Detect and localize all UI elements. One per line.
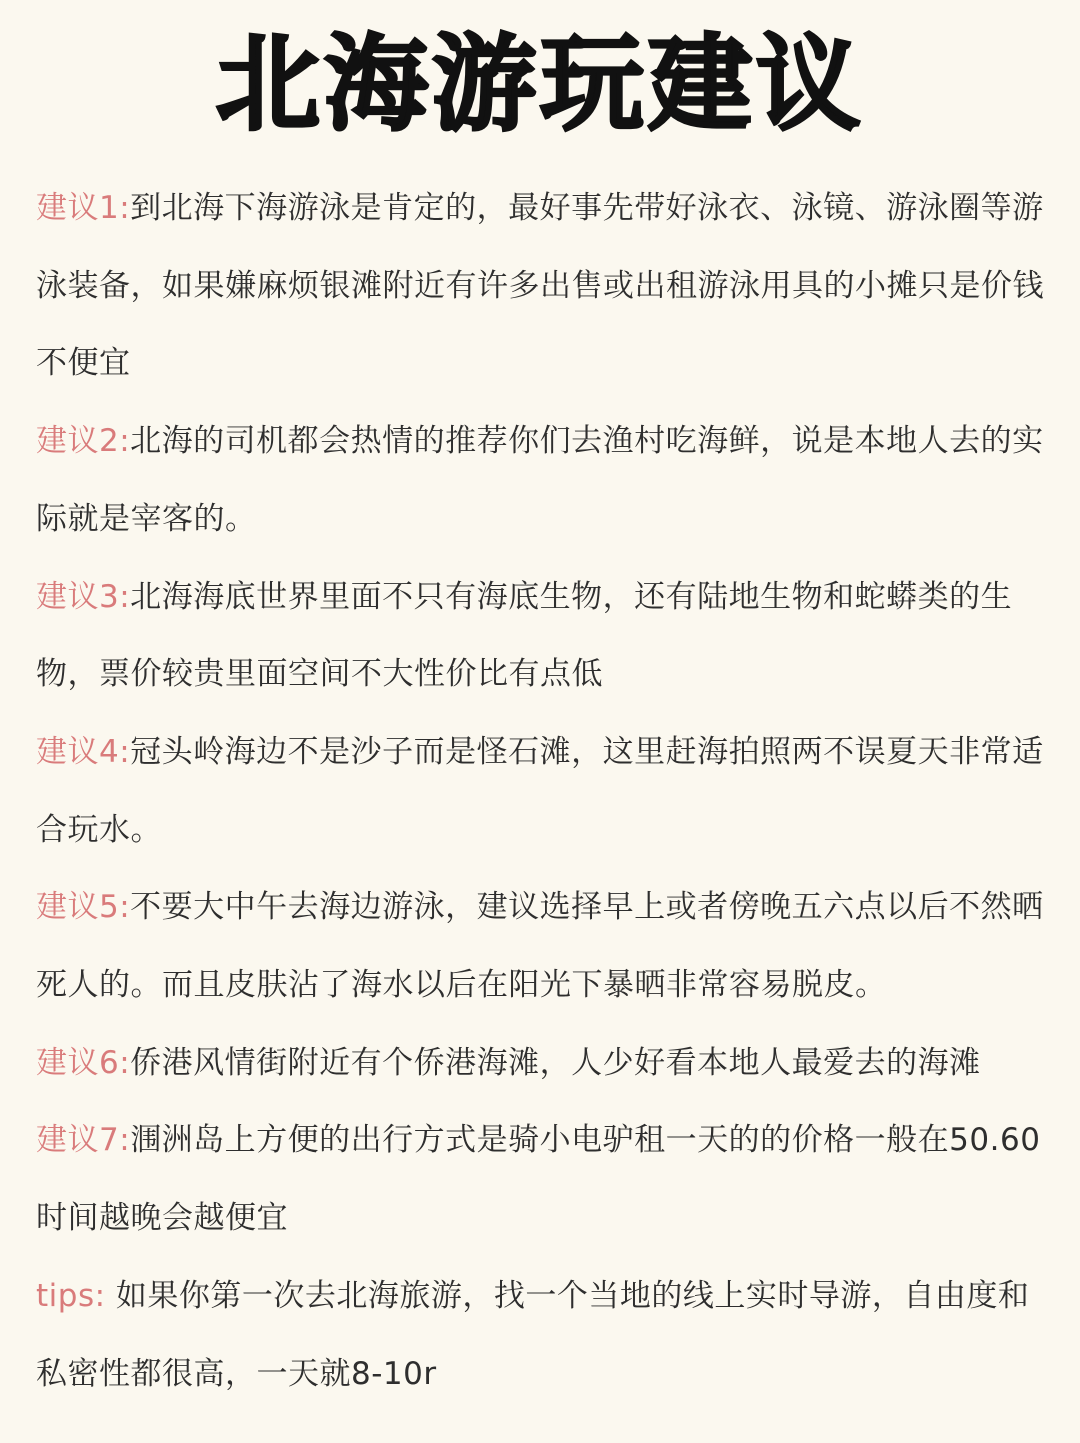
tip-text: 不要大中午去海边游泳，建议选择早上或者傍晚五六点以后不然晒死人的。而且皮肤沾了海水以后在阳光下暴晒非常容易脱皮。 bbox=[36, 889, 1044, 1004]
tip-label: 建议2: bbox=[36, 423, 131, 460]
page-title: 北海游玩建议 bbox=[215, 23, 864, 145]
tip-text: 涠洲岛上方便的出行方式是骑小电驴租一天的的价格一般在50.60时间越晚会越便宜 bbox=[36, 1122, 1041, 1237]
tip-item-5 bbox=[36, 869, 1048, 1024]
tip-label: 建议3: bbox=[36, 578, 131, 615]
tip-label: 建议5: bbox=[36, 889, 131, 926]
tip-label: 建议4: bbox=[36, 733, 131, 770]
tip-item-tips bbox=[36, 1258, 1048, 1413]
tip-label: 建议7: bbox=[36, 1122, 131, 1159]
tip-label: tips: bbox=[36, 1277, 106, 1314]
tip-text: 冠头岭海边不是沙子而是怪石滩，这里赶海拍照两不误夏天非常适合玩水。 bbox=[36, 733, 1044, 848]
tip-label: 建议1: bbox=[36, 190, 131, 226]
tip-text: 北海的司机都会热情的推荐你们去渔村吃海鲜，说是本地人去的实际就是宰客的。 bbox=[36, 423, 1044, 537]
tip-item-7 bbox=[36, 1102, 1048, 1257]
tip-item-2 bbox=[36, 403, 1048, 558]
tip-text: 侨港风情街附近有个侨港海滩，人少好看本地人最爱去的海滩 bbox=[130, 1044, 981, 1081]
tip-item-4 bbox=[36, 714, 1048, 869]
tip-item-6 bbox=[36, 1025, 1048, 1103]
tip-item-1 bbox=[36, 170, 1048, 403]
tip-label: 建议6: bbox=[36, 1044, 131, 1081]
tip-text: 到北海下海游泳是肯定的，最好事先带好泳衣、泳镜、游泳圈等游泳装备，如果嫌麻烦银滩附近有许多出售或出租游泳用具的小摊只是价钱不便宜 bbox=[36, 190, 1044, 382]
tip-item-3 bbox=[36, 559, 1048, 714]
tips-list bbox=[36, 170, 1048, 1413]
tip-text: 北海海底世界里面不只有海底生物，还有陆地生物和蛇蟒类的生物，票价较贵里面空间不大性价比有点低 bbox=[36, 578, 1013, 693]
tip-text: 如果你第一次去北海旅游，找一个当地的线上实时导游，自由度和私密性都很高，一天就8-10r bbox=[36, 1277, 1030, 1392]
